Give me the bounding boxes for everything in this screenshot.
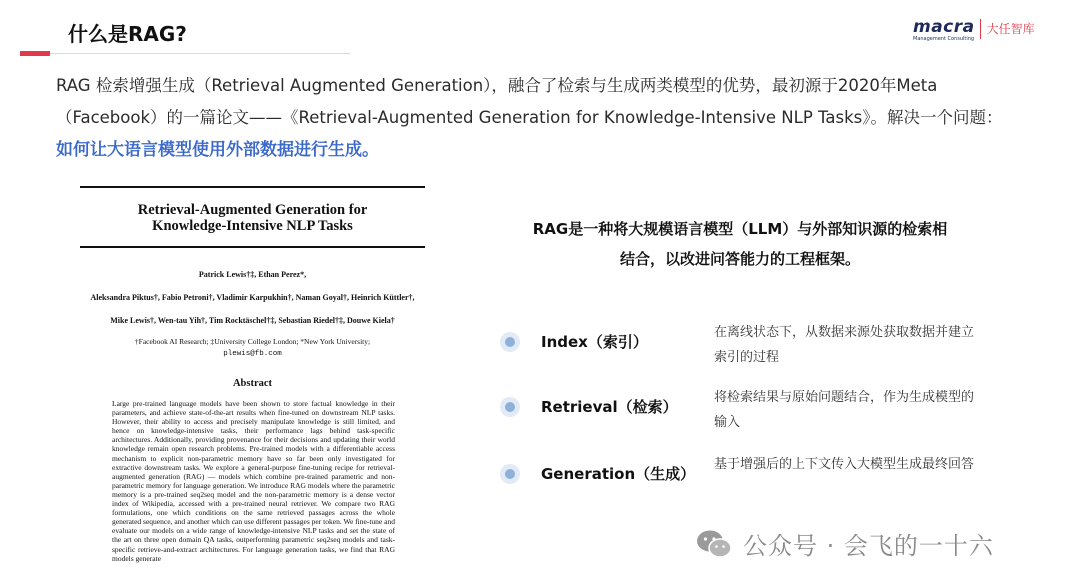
bullet-dot-icon: [500, 464, 520, 484]
intro-highlight: 如何让大语言模型使用外部数据进行生成。: [56, 140, 379, 160]
paper-authors-line-2: Aleksandra Piktus†, Fabio Petroni†, Vladimir Karpukhin†, Naman Goyal†, Heinrich Küttler†,: [90, 293, 415, 302]
paper-affiliation: †Facebook AI Research; ‡University College London; *New York University;: [134, 337, 371, 346]
rag-definition-line-1: RAG是一种将大规模语言模型（LLM）与外部知识源的检索相: [532, 220, 948, 238]
intro-line-1: RAG 检索增强生成（Retrieval Augmented Generation），融合了检索与生成两类模型的优势，最初源于2020年Meta: [56, 76, 938, 95]
bullet-dot-icon: [500, 332, 520, 352]
brand-name: macra: [913, 17, 975, 37]
watermark: [695, 526, 994, 561]
rag-step-label: Index（索引）: [541, 333, 648, 351]
paper-title: [80, 202, 425, 234]
paper-authors-line-1: Patrick Lewis†‡, Ethan Perez*,: [198, 270, 307, 279]
watermark-text: 公众号 · 会飞的一十六: [743, 532, 994, 560]
intro-line-2: （Facebook）的一篇论文——《Retrieval-Augmented Generation for Knowledge-Intensive NLP Tasks》。解决一个问题：: [56, 108, 1003, 127]
rag-step-desc: 将检索结果与原始问题结合，作为生成模型的输入: [714, 390, 975, 430]
paper-abstract-text: Large pre-trained language models have been shown to store factual knowledge in their parameters, and achieve state-of-the-art results when fine-tuned on downstream NLP tasks. However, their ability to access and precisely manipulate knowledge is still limited, and hence on knowledge-intensive tasks, their performance lags behind task-specific architectures. Additionally, providing provenance for their decisions and updating their world knowledge remain open research problems. Pre-trained models with a differentiable access mechanism to explicit non-parametric memory have so far been only investigated for extractive downstream tasks. We explore a general-purpose fine-tuning recipe for retrieval-augmented generation (RAG) — models which combine pre-trained parametric and non-parametric memory for language generation. We introduce RAG models where the parametric memory is a pre-trained seq2seq model and the non-parametric memory is a dense vector index of Wikipedia, accessed with a pre-trained neural retriever. We compare two RAG formulations, one which conditions on the same retrieved passages across the whole generated sequence, and another which can use different passages per token. We fine-tune and evaluate our models on a wide range of knowledge-intensive NLP tasks and set the state of the art on three open domain QA tasks, outperforming parametric seq2seq models and task-specific retrieve-and-extract architectures. For language generation tasks, we find that RAG models generate: [112, 399, 395, 563]
brand-chinese-name: 大任智库: [986, 22, 1035, 36]
title-underline: [50, 53, 350, 54]
paper-bottom-rule: [80, 246, 425, 248]
rag-step-label: Retrieval（检索）: [541, 398, 678, 416]
intro-paragraph: [56, 70, 1046, 134]
page-title: 什么是RAG?: [68, 22, 187, 46]
wechat-icon: [695, 529, 733, 559]
paper-title-line-2: Knowledge-Intensive NLP Tasks: [152, 218, 353, 234]
rag-step-desc: 基于增强后的上下文传入大模型生成最终回答: [714, 457, 975, 472]
paper-abstract-heading: Abstract: [232, 378, 273, 389]
brand-mark: [913, 19, 975, 42]
brand-logo: [913, 19, 1035, 42]
paper-email: plewis@fb.com: [223, 350, 282, 358]
brand-divider: [980, 19, 981, 39]
rag-definition-line-2: 结合，以改进问答能力的工程框架。: [619, 250, 860, 268]
rag-definition: [505, 214, 975, 274]
bullet-dot-icon: [500, 397, 520, 417]
paper-top-rule: [80, 186, 425, 188]
paper-excerpt-image: [80, 186, 425, 583]
paper-title-line-1: Retrieval-Augmented Generation for: [137, 202, 368, 218]
rag-step-desc: 在离线状态下，从数据来源处获取数据并建立索引的过程: [714, 325, 975, 365]
brand-subtitle: Management Consulting: [913, 36, 975, 42]
rag-step-label: Generation（生成）: [541, 465, 696, 483]
paper-authors-line-3: Mike Lewis†, Wen-tau Yih†, Tim Rocktäschel†‡, Sebastian Riedel†‡, Douwe Kiela†: [110, 316, 395, 325]
title-accent-bar: [20, 51, 50, 56]
